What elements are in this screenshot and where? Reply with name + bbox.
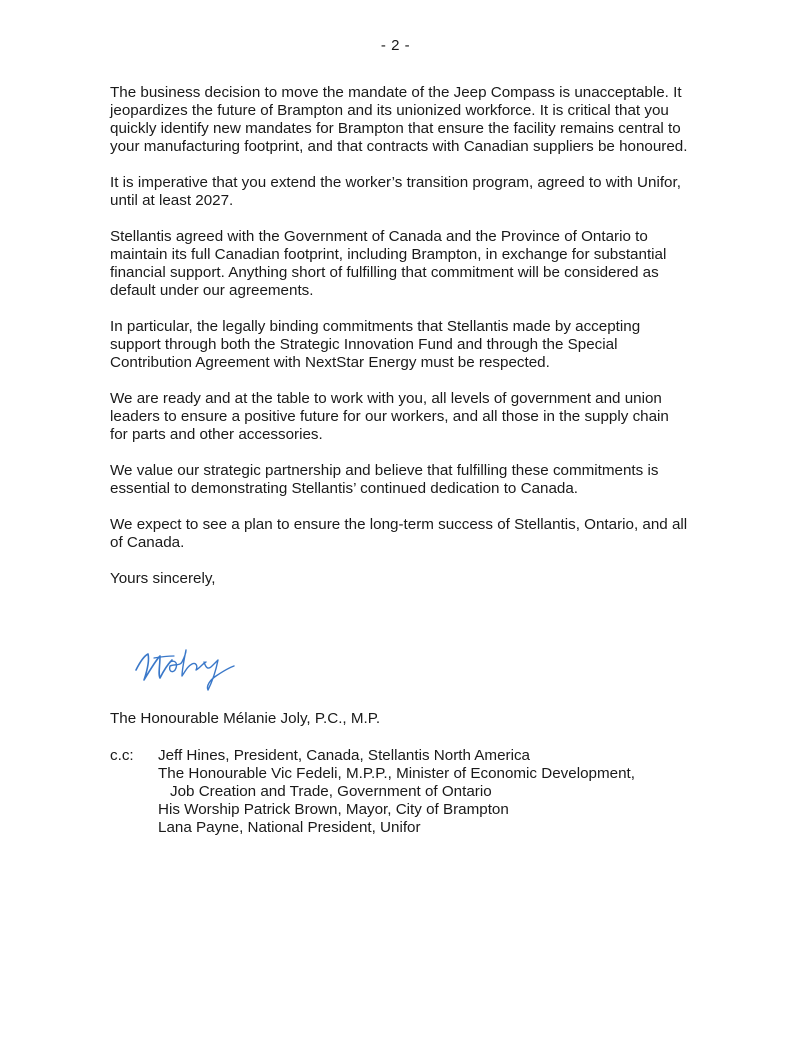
cc-list	[158, 747, 718, 837]
signer-name: The Honourable Mélanie Joly, P.C., M.P.	[110, 710, 381, 727]
cc-recipient: His Worship Patrick Brown, Mayor, City of Brampton	[158, 801, 509, 818]
paragraph-footprint-agreement: Stellantis agreed with the Government of Canada and the Province of Ontario to maintain its full Canadian footprint, including Brampton, in exchange for substantial financial support. Anything short of fulfilling that commitment will be considered as default under our agreements.	[110, 228, 667, 299]
page-number: - 2 -	[380, 37, 411, 54]
paragraph-expect-plan: We expect to see a plan to ensure the long-term success of Stellantis, Ontario, and all of Canada.	[110, 516, 688, 551]
paragraph-compass-mandate: The business decision to move the mandate of the Jeep Compass is unacceptable. It jeopardizes the future of Brampton and its unionized workforce. It is critical that you quickly identify new mandates for Brampton that ensure the facility remains central to your manufacturing footprint, and that contracts with Canadian suppliers be honoured.	[110, 84, 688, 155]
cc-recipient: Lana Payne, National President, Unifor	[158, 819, 421, 836]
closing-salutation: Yours sincerely,	[110, 570, 216, 587]
cc-recipient: The Honourable Vic Fedeli, M.P.P., Minister of Economic Development,	[158, 765, 635, 782]
paragraph-binding-commitments: In particular, the legally binding commitments that Stellantis made by accepting support through both the Strategic Innovation Fund and through the Special Contribution Agreement with NextStar Energy must be respected.	[110, 318, 641, 371]
signature-stroke	[170, 650, 206, 676]
cc-recipient-continuation: Job Creation and Trade, Government of Ontario	[170, 783, 492, 800]
paragraph-ready-to-work: We are ready and at the table to work with you, all levels of government and union leaders to ensure a positive future for our workers, and all those in the supply chain for parts and other accessories.	[110, 390, 669, 443]
letter-body	[110, 84, 690, 588]
cc-label: c.c:	[110, 747, 134, 764]
paragraph-strategic-partnership: We value our strategic partnership and believe that fulfilling these commitments is essential to demonstrating Stellantis’ continued dedication to Canada.	[110, 462, 659, 497]
cc-recipient: Jeff Hines, President, Canada, Stellantis North America	[158, 747, 530, 764]
paragraph-transition-program: It is imperative that you extend the worker’s transition program, agreed to with Unifor, until at least 2027.	[110, 174, 681, 209]
handwritten-signature	[130, 640, 250, 695]
signature-stroke	[154, 656, 174, 658]
signature-stroke	[204, 660, 234, 690]
